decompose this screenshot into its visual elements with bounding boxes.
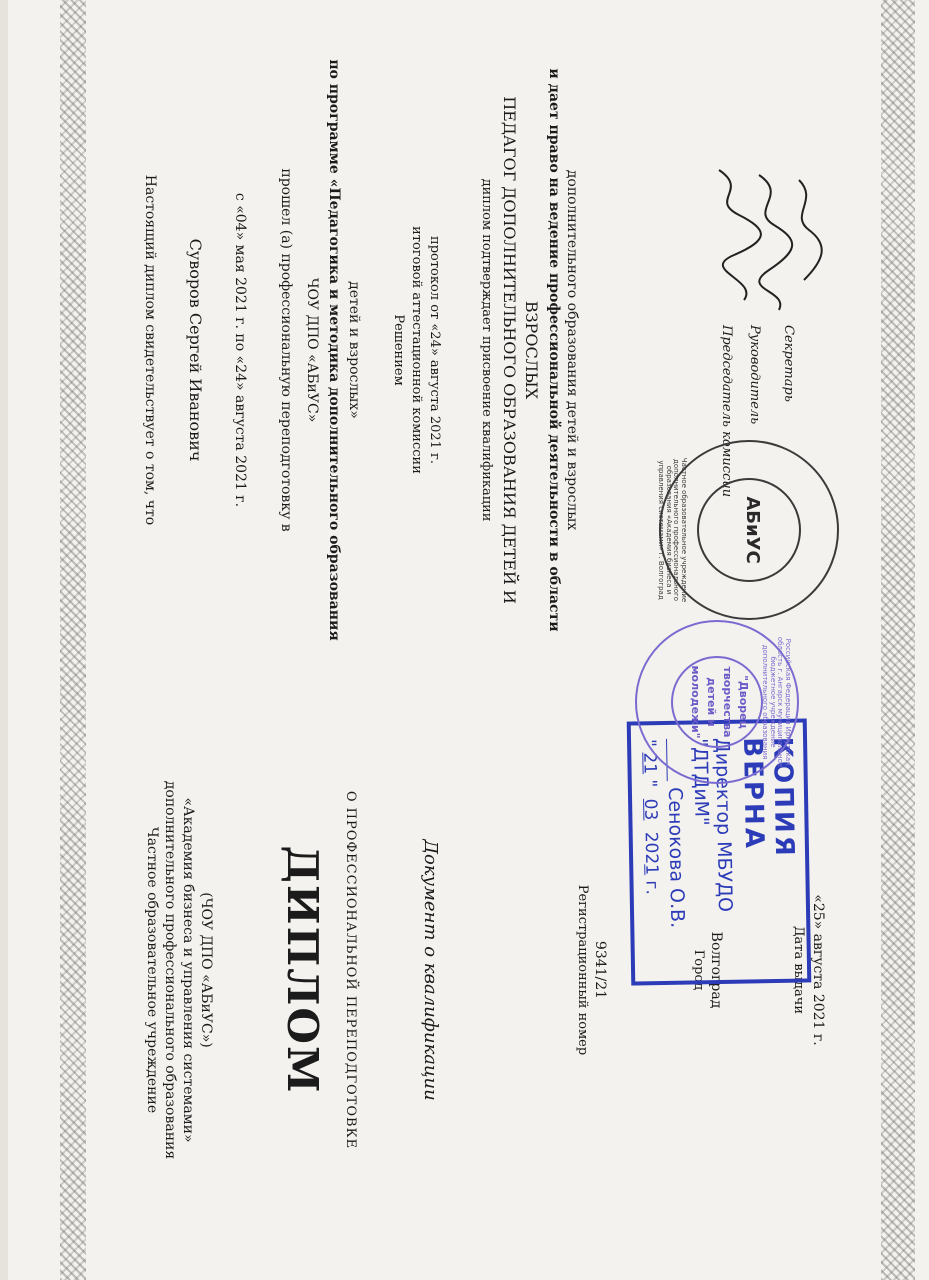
intro-text: Настоящий диплом свидетельствует о том, что <box>142 174 158 526</box>
reg-number: 9341/21 <box>592 940 608 1000</box>
copy-stamp-quote-open: " <box>639 739 660 748</box>
dtdim-seal-center-2: творчества <box>721 666 734 738</box>
institution-line-3: «Академия бизнеса и управления системами» <box>180 797 196 1143</box>
qualification-line-2: ВЗРОСЛЫХ <box>522 300 541 400</box>
reg-label: Регистрационный номер <box>575 884 590 1056</box>
issue-label: Дата выдачи <box>791 925 806 1015</box>
dtdim-seal-center-1: "Дворец <box>737 675 750 729</box>
program-line-2: детей и взрослых» <box>346 281 362 419</box>
dtdim-seal-center-4: молодежи" <box>689 665 702 739</box>
dtdim-seal-center-3: детей и <box>705 677 718 727</box>
decision-label: Решением <box>391 314 406 386</box>
copy-stamp-date <box>639 739 663 967</box>
abius-seal-center: АБиУС <box>742 496 763 564</box>
issue-value: «25» августа 2021 г. <box>810 894 826 1046</box>
copy-stamp-title: КОПИЯ ВЕРНА <box>737 736 800 860</box>
program-line-1: по программе «Педагогика и методика дополнительного образования <box>326 59 342 641</box>
dtdim-seal-ring-text: Российская Федерация Иркутская область г. Ангарск муниципальное бюджетное учреждение дополнительного образования <box>760 636 792 768</box>
sig-head-label: Руководитель <box>747 325 762 425</box>
copy-stamp-year-suffix: 1 <box>641 864 662 876</box>
left-ornament-border <box>60 0 86 1280</box>
institution-line-2: дополнительного профессионального образования <box>162 780 178 1160</box>
diploma-title: ДИПЛОМ <box>278 845 327 1095</box>
copy-stamp-month: 03 <box>640 798 661 821</box>
right-text-line-1: и дает право на ведение профессиональной деятельности в области <box>546 68 562 632</box>
copy-stamp-name: Сенокова О.В. <box>663 786 689 929</box>
page-edge <box>0 0 8 1280</box>
copy-stamp-quote-close: " <box>639 779 660 788</box>
abius-seal-ring-text: Частное образовательное учреждение дополнительного профессионального образования «Академия бизнеса и управления системами» г. Волгоград <box>656 457 688 603</box>
organization-name: ЧОУ ДПО «АБиУС» <box>304 277 320 423</box>
institution-line-4: (ЧОУ ДПО «АБиУС») <box>198 892 214 1048</box>
signatures-graphic <box>699 160 829 320</box>
sig-chair-label: Председатель комиссии <box>719 325 734 498</box>
copy-stamp-year-unit: г. <box>641 880 662 895</box>
confirms-text: диплом подтверждает присвоение квалификации <box>479 178 494 522</box>
passed-text: прошел (а) профессиональную переподготовку в <box>278 168 294 532</box>
study-period: с «04» мая 2021 г. по «24» августа 2021 г. <box>232 192 248 508</box>
sig-secretary-label: Секретарь <box>781 325 796 402</box>
qualification-line-1: ПЕДАГОГ ДОПОЛНИТЕЛЬНОГО ОБРАЗОВАНИЯ ДЕТЕЙ И <box>500 96 519 604</box>
dtdim-seal <box>635 620 799 784</box>
copy-stamp-year-prefix: 202 <box>640 831 662 865</box>
document-type: Документ о квалификации <box>420 839 441 1101</box>
commission-text: итоговой аттестационной комиссии <box>409 226 424 474</box>
institution-line-1: Частное образовательное учреждение <box>144 826 160 1114</box>
abius-seal <box>656 440 839 620</box>
protocol-text: протокол от «24» августа 2021 г. <box>427 236 442 464</box>
city-label: Город <box>691 949 706 991</box>
diploma-subtitle: О ПРОФЕССИОНАЛЬНОЙ ПЕРЕПОДГОТОВКЕ <box>343 790 358 1150</box>
diploma-spread <box>129 20 929 1200</box>
city-value: Волгоград <box>708 931 724 1009</box>
copy-stamp-day: 21 <box>639 752 660 775</box>
right-text-line-2: дополнительного образования детей и взрослых <box>564 169 580 531</box>
person-name: Суворов Сергей Иванович <box>186 238 205 462</box>
copy-stamp-director: Директор МБУДО "ДТДиМ" <box>689 737 737 913</box>
